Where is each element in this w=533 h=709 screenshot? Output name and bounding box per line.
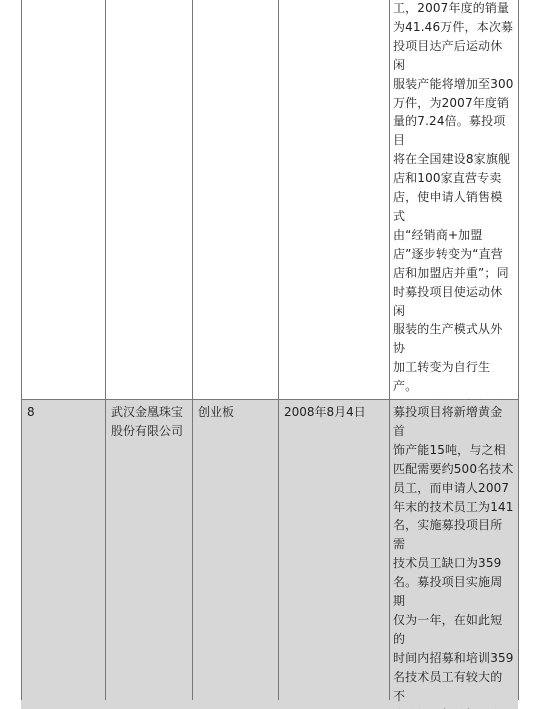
grid-line — [105, 0, 106, 700]
cell-index — [21, 0, 105, 399]
cell-date: 2008年8月4日 — [278, 399, 389, 709]
text-line — [393, 706, 514, 709]
grid-line — [21, 399, 519, 400]
cell-index: 8 — [21, 399, 105, 709]
text-line: 店”逐步转变为“直营 — [393, 245, 514, 264]
text-line: 匹配需要约500名技术 — [393, 460, 514, 479]
cell-risk-description — [389, 0, 518, 399]
company-name — [105, 399, 192, 441]
text-line: 量的7.24倍。募投项目 — [393, 112, 514, 150]
cell-board — [192, 0, 278, 399]
text-line: 武汉金凰珠宝 — [111, 403, 187, 422]
risk-description-text — [389, 0, 518, 399]
text-line: 时募投项目使运动休闲 — [393, 283, 514, 321]
text-line: 店，使申请人销售模式 — [393, 188, 514, 226]
text-line: 技术员工缺口为359 — [393, 554, 514, 573]
text-line: 募投项目将新增黄金首 — [393, 403, 514, 441]
text-line: 名技术员工有较大的不 — [393, 668, 514, 706]
text-line: 名，实施募投项目所需 — [393, 516, 514, 554]
grid-line — [278, 0, 279, 700]
cell-date — [278, 0, 389, 399]
text-line: 店和加盟店并重”；同 — [393, 264, 514, 283]
text-line: 加工转变为自行生产。 — [393, 358, 514, 396]
text-line: 员工，而申请人2007 — [393, 479, 514, 498]
cell-board: 创业板 — [192, 399, 278, 709]
text-line: 为41.46万件，本次募 — [393, 18, 514, 37]
grid-line — [21, 0, 22, 700]
cell-company — [105, 399, 192, 709]
grid-line — [192, 0, 193, 700]
text-line: 名。募投项目实施周期 — [393, 573, 514, 611]
text-line: 股份有限公司 — [111, 422, 187, 441]
text-line: 店和100家直营专卖 — [393, 169, 514, 188]
text-line: 时间内招募和培训359 — [393, 649, 514, 668]
text-line: 服装的生产模式从外协 — [393, 320, 514, 358]
text-line: 饰产能15吨，与之相 — [393, 441, 514, 460]
grid-line — [389, 0, 390, 700]
text-line: 投项目达产后运动休闲 — [393, 37, 514, 75]
grid-line — [518, 0, 519, 700]
text-line: 万件，为2007年度销 — [393, 94, 514, 113]
text-line: 将在全国建设8家旗舰 — [393, 150, 514, 169]
cell-company — [105, 0, 192, 399]
table-row — [21, 0, 518, 399]
text-line: 年末的技术员工为141 — [393, 498, 514, 517]
table-row — [21, 399, 518, 709]
text-line: 仅为一年，在如此短的 — [393, 611, 514, 649]
text-line: 工，2007年度的销量 — [393, 0, 514, 18]
risk-description-text — [389, 399, 518, 709]
text-line: 由“经销商+加盟 — [393, 226, 514, 245]
cell-risk-description — [389, 399, 518, 709]
text-line: 服装产能将增加至300 — [393, 75, 514, 94]
